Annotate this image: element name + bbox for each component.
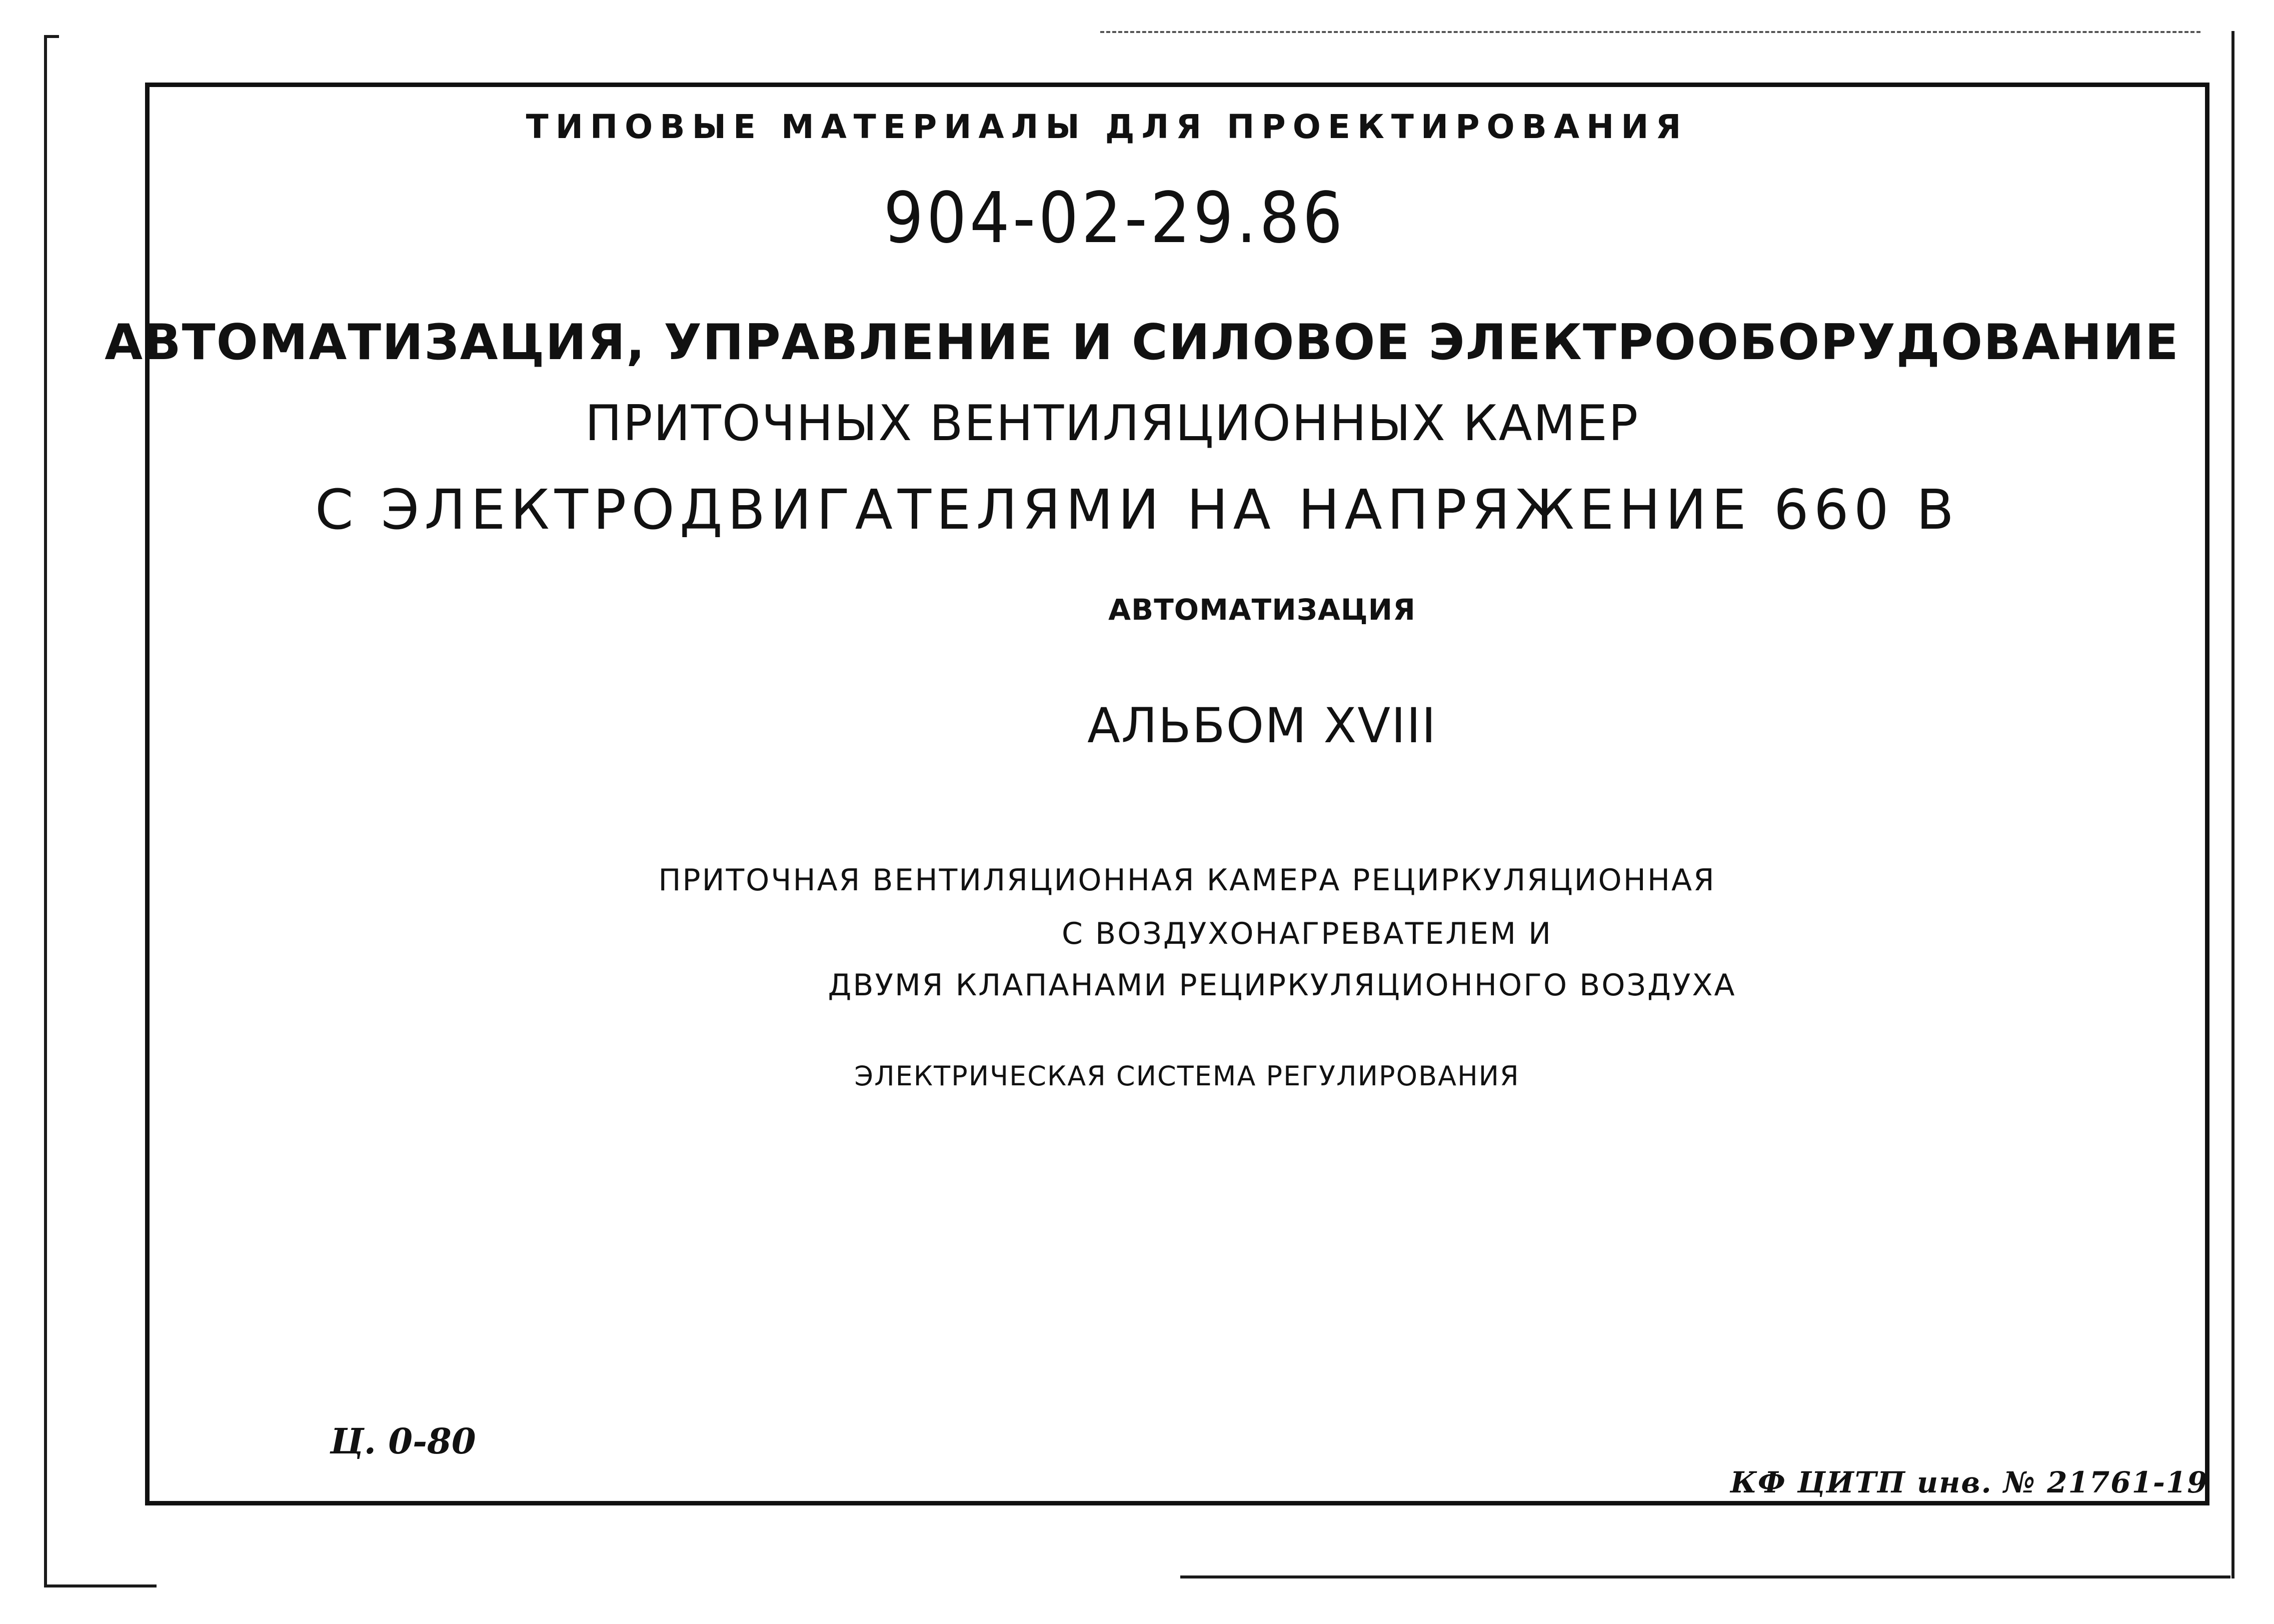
document-number: 904-02-29.86 bbox=[883, 178, 1346, 259]
trim-mark-top-right bbox=[1100, 31, 2200, 33]
title-frame bbox=[145, 83, 2209, 1505]
album-number: АЛЬБОМ XVIII bbox=[1087, 698, 1437, 754]
trim-mark-bottom-left bbox=[44, 1584, 157, 1587]
description-line-1: ПРИТОЧНАЯ ВЕНТИЛЯЦИОННАЯ КАМЕРА РЕЦИРКУЛЯЦИОННАЯ bbox=[658, 863, 1716, 898]
trim-mark-right bbox=[2231, 31, 2234, 1578]
inventory-note: КФ ЦИТП инв. № 21761-19 bbox=[1730, 1465, 2208, 1499]
title-line-1: АВТОМАТИЗАЦИЯ, УПРАВЛЕНИЕ И СИЛОВОЕ ЭЛЕКТРООБОРУДОВАНИЕ bbox=[105, 314, 2179, 371]
description-line-2: С ВОЗДУХОНАГРЕВАТЕЛЕМ И bbox=[1062, 916, 1552, 951]
title-line-3: С ЭЛЕКТРОДВИГАТЕЛЯМИ НА НАПРЯЖЕНИЕ 660 В bbox=[315, 478, 1959, 542]
trim-mark-left bbox=[44, 35, 47, 1585]
price-note: Ц. 0-80 bbox=[330, 1420, 476, 1462]
description-line-3: ДВУМЯ КЛАПАНАМИ РЕЦИРКУЛЯЦИОННОГО ВОЗДУХА bbox=[828, 968, 1736, 1003]
series-title: ТИПОВЫЕ МАТЕРИАЛЫ ДЛЯ ПРОЕКТИРОВАНИЯ bbox=[526, 108, 1688, 146]
trim-mark-top-left bbox=[44, 35, 59, 38]
section-name: АВТОМАТИЗАЦИЯ bbox=[1108, 593, 1416, 627]
subsystem-name: ЭЛЕКТРИЧЕСКАЯ СИСТЕМА РЕГУЛИРОВАНИЯ bbox=[854, 1060, 1520, 1092]
title-line-2: ПРИТОЧНЫХ ВЕНТИЛЯЦИОННЫХ КАМЕР bbox=[585, 395, 1639, 452]
trim-mark-bottom-right bbox=[1180, 1575, 2230, 1578]
